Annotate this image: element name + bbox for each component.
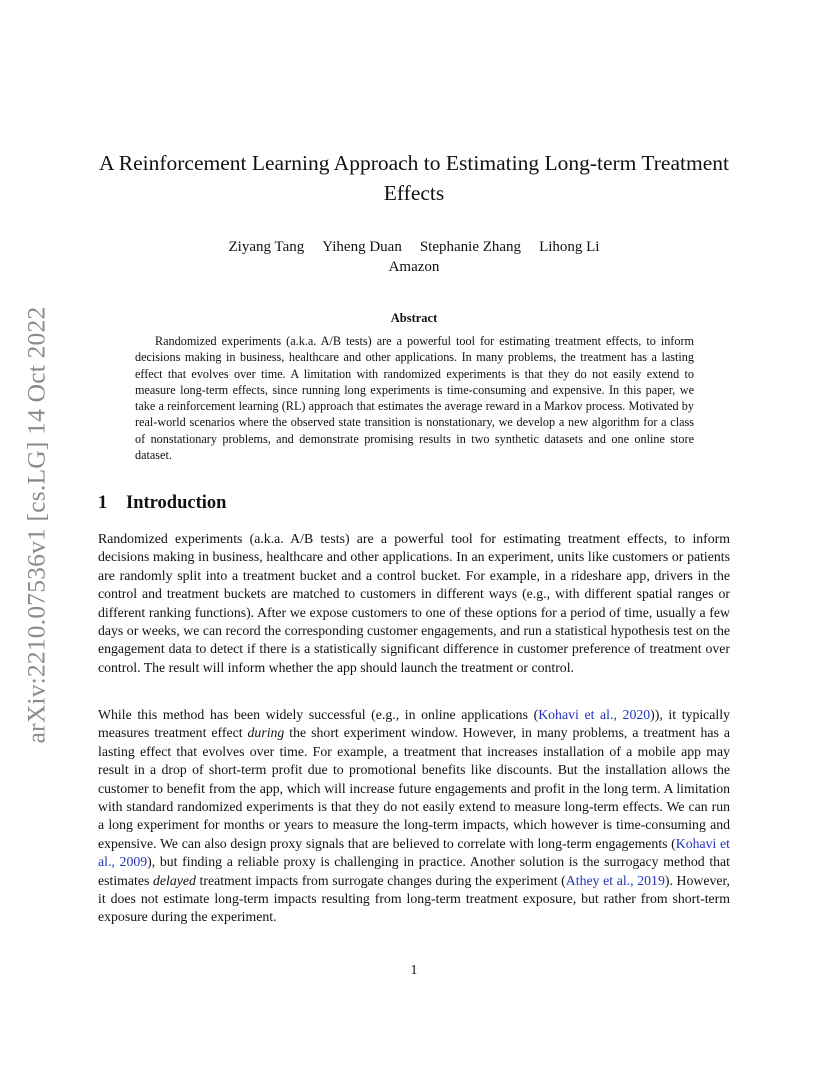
intro-paragraph-1: Randomized experiments (a.k.a. A/B tests) are a powerful tool for estimating treatment effects, to inform decisions making in business, healthcare and other applications. In an experiment, units like customers or patients are randomly split into a treatment bucket and a control bucket. For example, in a rideshare app, drivers in the control and treatment buckets are matched to customers in different ways (e.g., with different spatial ranges or different ranking functions). After we expose customers to one of these options for a period of time, usually a few days or weeks, we can record the corresponding customer engagements, and run a statistical hypothesis test on the engagement data to detect if there is a statistically significant difference in customer preference of treatment over control. The result will inform whether the app should launch the treatment or control. bbox=[98, 531, 730, 675]
paragraph-text: )), it typically measures treatment effect bbox=[98, 707, 730, 741]
section-title: Introduction bbox=[126, 493, 227, 513]
paragraph-text: the short experiment window. However, in many problems, a treatment has a lasting effect that evolves over time. For example, a treatment that increases installation of a mobile app may result in a drop of short-term profit due to promotional benefits like discounts. But the installation allows the customer to benefit from the app, which will increase future engagements and profit in the long term. A limitation with standard randomized experiments is that they do not easily extend to measure long-term effects. We can run a long experiment for months or years to measure the long-term impacts, which however is time-consuming and expensive. We can also design proxy signals that are believed to correlate with long-term engagements ( bbox=[98, 725, 731, 851]
author-name: Lihong Li bbox=[539, 239, 600, 255]
author-name: Stephanie Zhang bbox=[419, 239, 522, 255]
paragraph-text: While this method has been widely successful (e.g., in online applications ( bbox=[98, 707, 539, 722]
author-affiliation: Amazon bbox=[388, 259, 440, 275]
section-heading-introduction bbox=[98, 493, 226, 514]
abstract-heading: Abstract bbox=[390, 311, 438, 325]
paper-title: A Reinforcement Learning Approach to Estimating Long-term Treatment Effects bbox=[99, 151, 729, 205]
citation-separator: , bbox=[630, 872, 638, 888]
citation-year: 2019 bbox=[637, 872, 665, 888]
section-number: 1 bbox=[98, 493, 108, 513]
citation-author: Athey et al. bbox=[565, 872, 631, 888]
arxiv-stamp bbox=[18, 290, 54, 760]
arxiv-identifier: arXiv:2210.07536v1 [cs.LG] 14 Oct 2022 bbox=[21, 306, 50, 744]
author-name: Yiheng Duan bbox=[322, 239, 402, 255]
citation-year: 2009 bbox=[119, 854, 148, 870]
citation-link-kohavi-2020[interactable] bbox=[538, 707, 650, 722]
intro-paragraph-2 bbox=[98, 706, 730, 927]
citation-separator: , bbox=[111, 854, 120, 870]
author-name: Ziyang Tang bbox=[228, 239, 305, 255]
citation-author: Kohavi et al. bbox=[538, 707, 614, 722]
page-number: 1 bbox=[410, 962, 418, 977]
citation-separator: , bbox=[613, 707, 623, 722]
paragraph-text: ), but finding a reliable proxy is challenging in practice. Another solution is the surrogacy method that estimates bbox=[98, 854, 731, 888]
emphasis-text: delayed bbox=[152, 872, 196, 888]
citation-year: 2020 bbox=[622, 707, 651, 722]
emphasis-text: during bbox=[247, 725, 285, 741]
citation-link-athey-2019[interactable] bbox=[566, 873, 665, 888]
paragraph-text: treatment impacts from surrogate changes during the experiment ( bbox=[195, 872, 566, 888]
author-list bbox=[98, 237, 730, 257]
citation-author: Kohavi et al. bbox=[98, 835, 730, 870]
abstract-text: Randomized experiments (a.k.a. A/B tests) are a powerful tool for estimating treatment effects, to inform decisions making in business, healthcare and other applications. In many problems, the treatment has a lasting effect that evolves over time. A limitation with randomized experiments is that they do not easily extend to measure long-term effects, since running long experiments is time-consuming and expensive. In this paper, we take a reinforcement learning (RL) approach that estimates the average reward in a Markov process. Motivated by real-world scenarios where the observed state transition is nonstationary, we develop a new algorithm for a class of nonstationary problems, and demonstrate promising results in two synthetic datasets and one online store dataset. bbox=[135, 334, 694, 463]
paragraph-text: ). However, it does not estimate long-term impacts resulting from long-term treatment exposure, but rather from short-term exposure during the experiment. bbox=[98, 872, 730, 925]
